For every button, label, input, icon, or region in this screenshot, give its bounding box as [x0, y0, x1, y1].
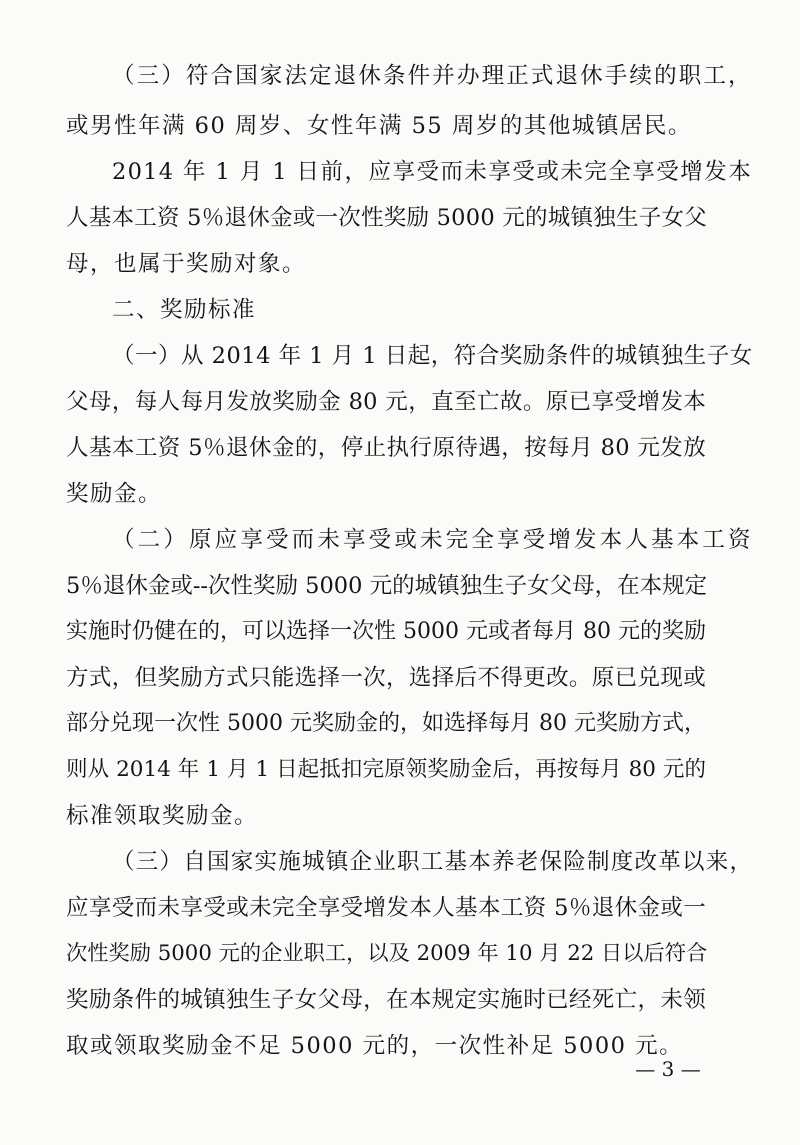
page-number: — 3 —	[635, 1057, 701, 1081]
paragraph-line: 奖励条件的城镇独生子女父母，在本规定实施时已经死亡，未领	[66, 987, 706, 1013]
paragraph-line: 父母，每人每月发放奖励金 80 元，直至亡故。原已享受增发本	[66, 389, 706, 415]
section-heading: 二、奖励标准	[112, 297, 257, 323]
paragraph-line: 人基本工资 5％退休金的，停止执行原待遇，按每月 80 元发放	[66, 435, 706, 461]
paragraph-line: 或男性年满 60 周岁、女性年满 55 周岁的其他城镇居民。	[66, 113, 692, 139]
paragraph-line: 取或领取奖励金不足 5000 元的，一次性补足 5000 元。	[66, 1033, 684, 1059]
paragraph-line: （三）自国家实施城镇企业职工基本养老保险制度改革以来，	[112, 849, 754, 875]
paragraph-line: 次性奖励 5000 元的企业职工，以及 2009 年 10 月 22 日以后符合	[66, 941, 708, 966]
paragraph-line: 2014 年 1 月 1 日前，应享受而未享受或未完全享受增发本	[112, 159, 752, 185]
paragraph-line: 部分兑现一次性 5000 元奖励金的，如选择每月 80 元奖励方式，	[66, 711, 706, 736]
paragraph-line: 则从 2014 年 1 月 1 日起抵扣完原领奖励金后，再按每月 80 元的	[66, 757, 706, 782]
paragraph-line: 母，也属于奖励对象。	[66, 251, 307, 277]
paragraph-line: 5％退休金或--次性奖励 5000 元的城镇独生子女父母，在本规定	[66, 573, 708, 599]
paragraph-line: （一）从 2014 年 1 月 1 日起，符合奖励条件的城镇独生子女	[112, 343, 753, 369]
paragraph-line: （二）原应享受而未享受或未完全享受增发本人基本工资	[112, 527, 752, 553]
paragraph-line: 标准领取奖励金。	[66, 803, 259, 829]
paragraph-line: 方式，但奖励方式只能选择一次，选择后不得更改。原已兑现或	[66, 665, 706, 691]
paragraph-line: 奖励金。	[66, 481, 163, 507]
paragraph-line: 人基本工资 5％退休金或一次性奖励 5000 元的城镇独生子女父	[66, 205, 708, 231]
paragraph-line: 实施时仍健在的，可以选择一次性 5000 元或者每月 80 元的奖励	[66, 619, 706, 644]
paragraph-line: （三）符合国家法定退休条件并办理正式退休手续的职工，	[112, 63, 752, 89]
paragraph-line: 应享受而未享受或未完全享受增发本人基本工资 5％退休金或一	[66, 895, 706, 921]
